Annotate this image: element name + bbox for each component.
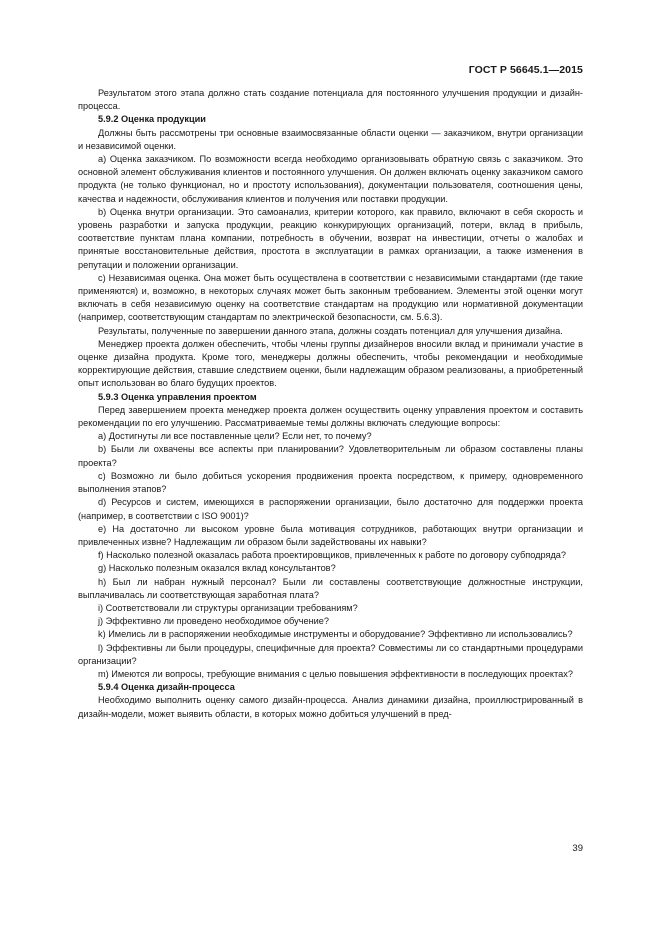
document-header-id: ГОСТ Р 56645.1—2015 [468, 64, 583, 76]
paragraph: a) Достигнуты ли все поставленные цели? Если нет, то почему? [98, 431, 372, 442]
paragraph: l) Эффективны ли были процедуры, специфичные для проекта? Совместимы ли со стандартными процедурами организации? [78, 642, 583, 666]
paragraph: j) Эффективно ли проведено необходимое обучение? [98, 616, 330, 627]
paragraph: k) Имелись ли в распоряжении необходимые инструменты и оборудование? Эффективно ли использовались? [98, 629, 573, 640]
section-heading: 5.9.4 Оценка дизайн-процесса [98, 682, 235, 693]
page-number: 39 [572, 843, 583, 854]
paragraph: m) Имеются ли вопросы, требующие внимания с целью повышения эффективности в последующих проектах? [98, 668, 573, 679]
paragraph: f) Насколько полезной оказалась работа проектировщиков, привлеченных к работе по договору субподряда? [98, 550, 567, 561]
paragraph: Менеджер проекта должен обеспечить, чтобы члены группы дизайнеров вносили вклад и принимали участие в оценке дизайна продукта. Кроме того, менеджеры должны обеспечить, чтобы рекомендации и необходимые корректирующие действия, ставшие следствием оценки, были надлежащим образом реализованы, а приобретенный опыт использован во благо будущих проектов. [78, 338, 583, 389]
paragraph: g) Насколько полезным оказался вклад консультантов? [98, 563, 336, 574]
document-body [78, 87, 583, 721]
paragraph: Результаты, полученные по завершении данного этапа, должны создать потенциал для улучшения дизайна. [98, 325, 563, 336]
paragraph: e) На достаточно ли высоком уровне была мотивация сотрудников, работающих внутри организации и привлеченных извне? Надлежащим ли образом были задействованы их навыки? [78, 523, 583, 547]
paragraph: a) Оценка заказчиком. По возможности всегда необходимо организовывать обратную связь с заказчиком. Это основной элемент обслуживания клиентов и постоянного улучшения. Он должен включать оценку заказчиком самого продукта (не только функционал, но и простоту использования), документации пользователя, соотношения цены, качества и надежности, обслуживания клиентов и получения или поставки продукции. [78, 154, 583, 204]
section-heading: 5.9.2 Оценка продукции [98, 114, 206, 125]
paragraph: Результатом этого этапа должно стать создание потенциала для постоянного улучшения продукции и дизайн-процесса. [78, 88, 583, 112]
paragraph: Необходимо выполнить оценку самого дизайн-процесса. Анализ динамики дизайна, проиллюстрированный в дизайн-модели, может выявить области, в которых можно добиться улучшений в пред- [78, 695, 583, 719]
paragraph: h) Был ли набран нужный персонал? Были ли составлены соответствующие должностные инструкции, выплачивалась ли соответствующая заработная плата? [78, 576, 583, 600]
paragraph: c) Возможно ли было добиться ускорения продвижения проекта посредством, к примеру, одновременного выполнения этапов? [78, 470, 583, 495]
paragraph: Должны быть рассмотрены три основные взаимосвязанные области оценки — заказчиком, внутри организации и независимой оценки. [78, 127, 583, 151]
paragraph: b) Были ли охвачены все аспекты при планировании? Удовлетворительным ли образом составлены планы проекта? [78, 444, 583, 468]
paragraph: d) Ресурсов и систем, имеющихся в распоряжении организации, было достаточно для поддержки проекта (например, в соответствии с ISO 9001)? [78, 497, 583, 521]
paragraph: i) Соответствовали ли структуры организации требованиям? [98, 602, 358, 613]
paragraph: Перед завершением проекта менеджер проекта должен осуществить оценку управления проектом и составить рекомендации по его улучшению. Рассматриваемые темы должны включать следующие вопросы: [78, 404, 583, 429]
section-heading: 5.9.3 Оценка управления проектом [98, 391, 257, 402]
paragraph: c) Независимая оценка. Она может быть осуществлена в соответствии с независимыми стандартами (где такие применяются) и, возможно, в некоторых случаях может быть законным требованием. Элементы этой оценки могут включать в себя независимую оценку на соответствие стандартам на продукцию или нормативной документации (например, соответствующим стандартам по электрической безопасности, см. 5.6.3). [78, 272, 583, 323]
paragraph: b) Оценка внутри организации. Это самоанализ, критерии которого, как правило, включают в себя скорость и уровень разработки и запуска продукции, реакцию конкурирующих организаций, потери, вклад в прибыль, соответствие пунктам плана компании, потребность в обучении, возврат на инвестиции, отчеты о жалобах и принятые восстановительные действия, простота в эксплуатации в рамках организации, а также изменения в репутации и положении организации. [78, 206, 583, 270]
